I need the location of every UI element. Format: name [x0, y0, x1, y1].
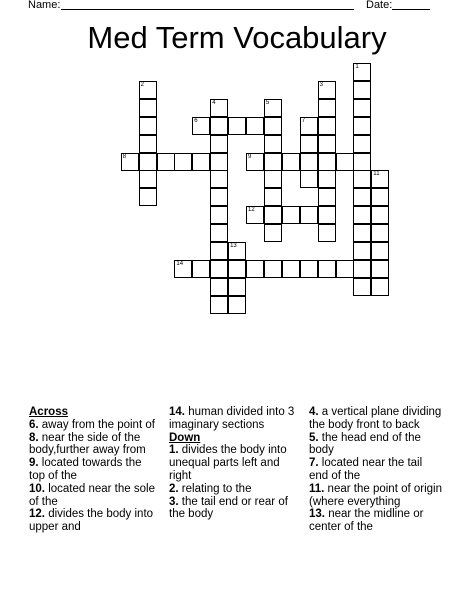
clue-text: a vertical plane dividing the body front to back [309, 406, 442, 431]
grid-cell[interactable] [246, 117, 264, 135]
clue-item [309, 406, 444, 432]
grid-cell[interactable] [353, 153, 371, 171]
grid-cell[interactable] [371, 170, 389, 188]
clue-text: near the side of the body,further away from [29, 431, 146, 457]
clue-number: 9. [29, 457, 39, 470]
grid-cell[interactable] [300, 206, 318, 224]
clue-text: divides the body into upper and [29, 508, 154, 534]
grid-cell[interactable] [139, 135, 157, 153]
date-label: Date: [366, 0, 393, 11]
clue-item [29, 457, 159, 483]
grid-cell[interactable] [210, 117, 228, 135]
grid-cell[interactable] [264, 206, 282, 224]
clue-number: 13. [309, 508, 325, 521]
grid-cell[interactable] [371, 188, 389, 206]
clue-number: 3. [169, 495, 179, 508]
clue-number: 12 [248, 207, 255, 214]
grid-cell[interactable] [174, 153, 192, 171]
grid-cell[interactable] [192, 117, 210, 135]
grid-cell[interactable] [371, 224, 389, 242]
grid-cell[interactable] [228, 117, 246, 135]
clue-number: 6 [194, 117, 198, 124]
clue-text: located towards the top of the [29, 457, 142, 482]
clue-text: the head end of the body [309, 431, 421, 457]
grid-cell[interactable] [353, 206, 371, 224]
name-label: Name: [28, 0, 61, 11]
clue-number: 6. [29, 418, 39, 431]
grid-cell[interactable] [210, 99, 228, 117]
page-title: Med Term Vocabulary [87, 20, 387, 55]
clue-number: 8 [122, 153, 127, 160]
grid-cell[interactable] [139, 99, 157, 117]
grid-cell[interactable] [210, 260, 228, 278]
grid-cell[interactable] [246, 260, 264, 278]
clue-number: 2 [140, 81, 144, 88]
grid-cell[interactable] [157, 153, 175, 171]
grid-cell[interactable] [192, 260, 210, 278]
down-heading: Down [169, 431, 201, 444]
clue-number: 5 [265, 99, 270, 106]
clue-number: 11. [309, 482, 325, 495]
across-clue-list-continued [169, 406, 299, 432]
clue-item [309, 457, 444, 483]
grid-cell[interactable] [246, 206, 264, 224]
clue-text: relating to the [178, 482, 252, 495]
grid-cell[interactable] [300, 117, 318, 135]
grid-cell[interactable] [264, 153, 282, 171]
clue-item [309, 432, 444, 458]
grid-cell[interactable] [353, 188, 371, 206]
grid-cell[interactable] [371, 260, 389, 278]
clue-number: 14. [169, 406, 185, 418]
clue-number: 3 [319, 81, 323, 88]
clue-text: away from the point of [38, 418, 155, 431]
clue-item [309, 508, 444, 534]
grid-cell[interactable] [210, 242, 228, 260]
grid-cell[interactable] [300, 153, 318, 171]
grid-cell[interactable] [318, 206, 336, 224]
clue-text: located near the sole of the [29, 482, 155, 508]
clue-item [29, 483, 159, 509]
grid-cell[interactable] [371, 242, 389, 260]
down-clue-list-continued [309, 406, 444, 534]
grid-cell[interactable] [139, 188, 157, 206]
grid-cell[interactable] [353, 81, 371, 99]
grid-cell[interactable] [139, 81, 157, 99]
grid-cell[interactable] [210, 296, 228, 314]
clues-middle-column [169, 406, 299, 521]
grid-cell[interactable] [336, 260, 354, 278]
grid-cell[interactable] [282, 260, 300, 278]
grid-cell[interactable] [210, 206, 228, 224]
grid-cell[interactable] [318, 170, 336, 188]
clue-text: near the point of origin (where everything [309, 482, 442, 508]
clue-number: 1. [169, 444, 179, 457]
clue-number: 10. [29, 482, 45, 495]
clue-item [169, 406, 299, 432]
across-heading: Across [29, 406, 68, 418]
clue-text: human divided into 3 imaginary sections [169, 406, 295, 431]
grid-cell[interactable] [210, 278, 228, 296]
grid-cell[interactable] [353, 260, 371, 278]
clue-number: 4 [212, 99, 216, 106]
grid-cell[interactable] [264, 99, 282, 117]
across-clue-list [29, 419, 159, 534]
clue-item [169, 444, 299, 482]
clue-text: divides the body into unequal parts left and right [169, 444, 287, 482]
grid-cell[interactable] [246, 153, 264, 171]
grid-cell[interactable] [353, 135, 371, 153]
grid-cell[interactable] [228, 242, 246, 260]
grid-cell[interactable] [139, 170, 157, 188]
grid-cell[interactable] [210, 188, 228, 206]
grid-cell[interactable] [318, 260, 336, 278]
clues-down-column [309, 406, 444, 534]
clues-across-column [29, 406, 159, 534]
clue-item [29, 508, 159, 534]
clue-text: near the midline or center of the [309, 508, 424, 534]
clue-item [309, 483, 444, 509]
clue-number: 11 [373, 171, 380, 178]
clue-text: located near the tail end of the [309, 457, 423, 482]
grid-cell[interactable] [228, 296, 246, 314]
grid-cell[interactable] [353, 170, 371, 188]
clue-number: 8. [29, 431, 39, 444]
clue-item [29, 419, 159, 432]
grid-cell[interactable] [264, 224, 282, 242]
grid-cell[interactable] [139, 153, 157, 171]
clue-number: 4. [309, 406, 319, 418]
grid-cell[interactable] [210, 224, 228, 242]
grid-cell[interactable] [264, 135, 282, 153]
clue-number: 1 [355, 64, 359, 70]
down-clue-list [169, 444, 299, 521]
grid-cell[interactable] [300, 170, 318, 188]
grid-cell[interactable] [371, 206, 389, 224]
grid-cell[interactable] [300, 135, 318, 153]
grid-cell[interactable] [318, 224, 336, 242]
clue-number: 13 [230, 243, 237, 249]
clue-number: 2. [169, 482, 179, 495]
grid-cell[interactable] [318, 135, 336, 153]
clue-number: 9 [248, 153, 252, 160]
grid-cell[interactable] [371, 278, 389, 296]
clue-item [29, 432, 159, 458]
grid-cell[interactable] [318, 117, 336, 135]
clue-number: 7. [309, 457, 319, 470]
grid-cell[interactable] [264, 170, 282, 188]
grid-cell[interactable] [353, 117, 371, 135]
clue-number: 12. [29, 508, 45, 521]
grid-cell[interactable] [174, 260, 192, 278]
grid-cell[interactable] [228, 278, 246, 296]
grid-cell[interactable] [318, 153, 336, 171]
clue-text: the tail end or rear of the body [169, 495, 288, 521]
grid-cell[interactable] [353, 99, 371, 117]
grid-cell[interactable] [192, 153, 210, 171]
grid-cell[interactable] [353, 224, 371, 242]
clue-number: 5. [309, 431, 319, 444]
grid-cell[interactable] [264, 117, 282, 135]
grid-cell[interactable] [353, 278, 371, 296]
grid-cell[interactable] [318, 188, 336, 206]
clue-item [169, 483, 299, 496]
grid-cell[interactable] [300, 260, 318, 278]
clue-number: 14 [176, 260, 184, 267]
grid-cell[interactable] [282, 206, 300, 224]
clue-number: 7 [301, 117, 306, 124]
grid-cell[interactable] [282, 153, 300, 171]
grid-cell[interactable] [318, 99, 336, 117]
grid-cell[interactable] [264, 188, 282, 206]
grid-cell[interactable] [228, 260, 246, 278]
grid-cell[interactable] [264, 260, 282, 278]
grid-cell[interactable] [353, 242, 371, 260]
grid-cell[interactable] [139, 117, 157, 135]
grid-cell[interactable] [210, 170, 228, 188]
clue-item [169, 496, 299, 522]
grid-cell[interactable] [318, 81, 336, 99]
grid-cell[interactable] [336, 153, 354, 171]
grid-cell[interactable] [121, 153, 139, 171]
grid-cell[interactable] [353, 63, 371, 81]
grid-cell[interactable] [210, 153, 228, 171]
grid-cell[interactable] [210, 135, 228, 153]
